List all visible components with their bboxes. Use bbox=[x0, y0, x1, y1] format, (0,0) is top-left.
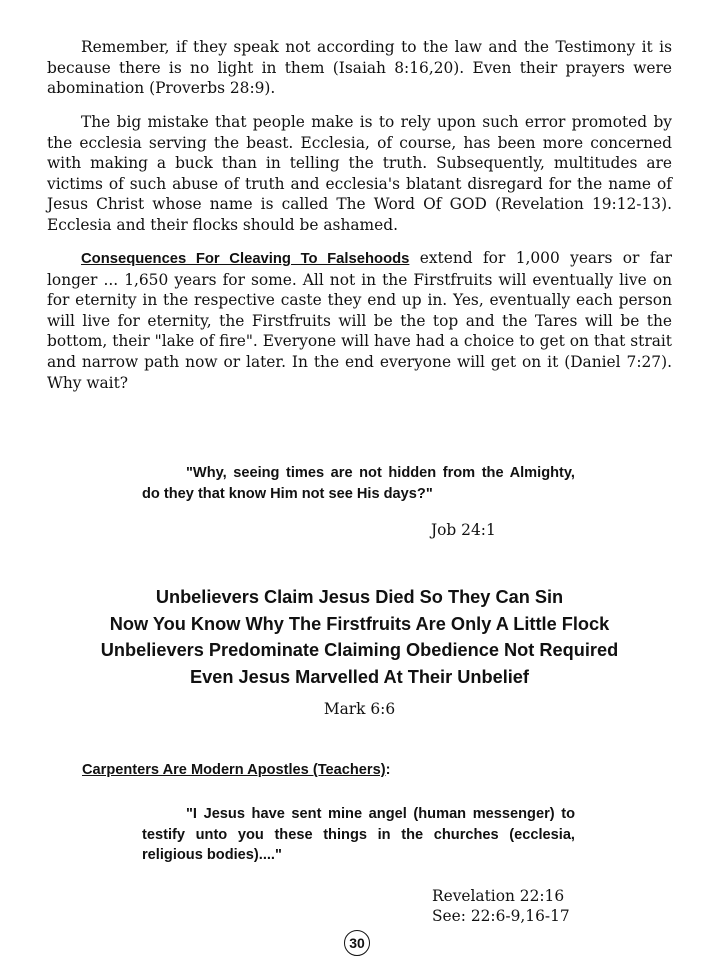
section-heading bbox=[82, 760, 390, 780]
headline-line-4: Even Jesus Marvelled At Their Unbelief bbox=[190, 667, 529, 687]
headline-citation: Mark 6:6 bbox=[323, 700, 396, 718]
scripture-quote-revelation: "I Jesus have sent mine angel (human messenger) to testify unto you these things in the churches (ecclesia, religious bodies)...." bbox=[142, 806, 575, 864]
quote-citation-revelation: Revelation 22:16 bbox=[432, 887, 565, 905]
scripture-quote-job: "Why, seeing times are not hidden from the Almighty, do they that know Him not see His days?" bbox=[142, 465, 575, 502]
quote-citation-see-also: See: 22:6-9,16-17 bbox=[432, 907, 570, 925]
section-heading-colon: : bbox=[385, 762, 391, 778]
paragraph-lead-heading: Consequences For Cleaving To Falsehoods bbox=[81, 251, 410, 267]
quote-citation-job: Job 24:1 bbox=[431, 521, 496, 539]
paragraph-big-mistake: The big mistake that people make is to rely upon such error promoted by the ecclesia serving the beast. Ecclesia, of course, has been more concerned with making a buck than in telling the truth. Subsequently, multitudes are victims of such abuse of truth and ecclesia's blatant disregard for the name of Jesus Christ whose name is called The Word Of GOD (Revelation 19:12-13). Ecclesia and their flocks should be ashamed. bbox=[47, 113, 672, 234]
headline-line-3: Unbelievers Predominate Claiming Obedience Not Required bbox=[100, 640, 619, 660]
headline-line-2: Now You Know Why The Firstfruits Are Only A Little Flock bbox=[109, 614, 610, 634]
headline-line-1: Unbelievers Claim Jesus Died So They Can Sin bbox=[155, 587, 564, 607]
page-number: 30 bbox=[349, 935, 365, 951]
paragraph-consequences bbox=[47, 248, 672, 393]
section-heading-text: Carpenters Are Modern Apostles (Teachers) bbox=[82, 762, 386, 778]
page-number-badge bbox=[344, 930, 370, 956]
paragraph-law-and-testimony: Remember, if they speak not according to the law and the Testimony it is because there is no light in them (Isaiah 8:16,20). Even their prayers were abomination (Proverbs 28:9). bbox=[47, 38, 672, 98]
paragraph-body: extend for 1,000 years or far longer ... 1,650 years for some. All not in the Firstfruits will eventually live on for eternity in the respective caste they end up in. Yes, eventually each person will live for eternity, the Firstfruits will be the top and the Tares will be the bottom, their "lake of fire". Everyone will have had a choice to get on that strait and narrow path now or later. In the end everyone will get on it (Daniel 7:27). Why wait? bbox=[47, 249, 672, 392]
